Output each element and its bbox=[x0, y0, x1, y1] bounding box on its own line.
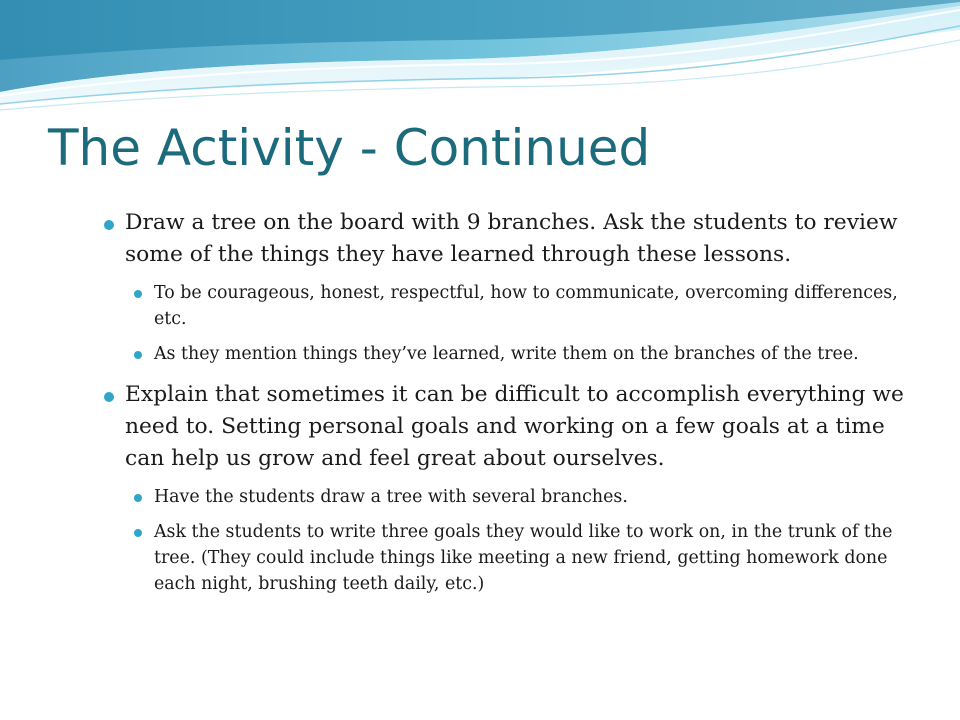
sub-bullet-text: Ask the students to write three goals they would like to work on, in the trunk of the tree. (They could include things like meeting a new friend, getting homework done each night, brushing teeth daily, etc.) bbox=[154, 522, 893, 594]
sub-bullet-item bbox=[134, 280, 914, 332]
slide-title: The Activity - Continued bbox=[48, 119, 651, 177]
bullet-text: Draw a tree on the board with 9 branches. Ask the students to review some of the things they have learned through these lessons. bbox=[125, 210, 898, 267]
bullet-dot-icon bbox=[134, 290, 142, 298]
bullet-dot-icon bbox=[134, 494, 142, 502]
bullet-dot-icon bbox=[104, 220, 114, 230]
sub-bullet-text: To be courageous, honest, respectful, how to communicate, overcoming differences, etc. bbox=[154, 283, 898, 329]
slide-body bbox=[104, 207, 914, 597]
sub-bullet-item bbox=[134, 484, 914, 510]
bullet-item bbox=[104, 207, 914, 271]
sub-bullet-item bbox=[134, 341, 914, 367]
bullet-text: Explain that sometimes it can be difficult to accomplish everything we need to. Setting personal goals and working on a few goals at a time can help us grow and feel great about ourselves. bbox=[125, 382, 904, 471]
sub-bullet-text: Have the students draw a tree with several branches. bbox=[154, 487, 628, 507]
bullet-dot-icon bbox=[134, 529, 142, 537]
bullet-dot-icon bbox=[104, 392, 114, 402]
bullet-item bbox=[104, 379, 914, 475]
bullet-dot-icon bbox=[134, 351, 142, 359]
sub-bullet-text: As they mention things they’ve learned, write them on the branches of the tree. bbox=[154, 344, 859, 364]
sub-bullet-item bbox=[134, 519, 914, 597]
header-wave-decoration bbox=[0, 0, 960, 120]
